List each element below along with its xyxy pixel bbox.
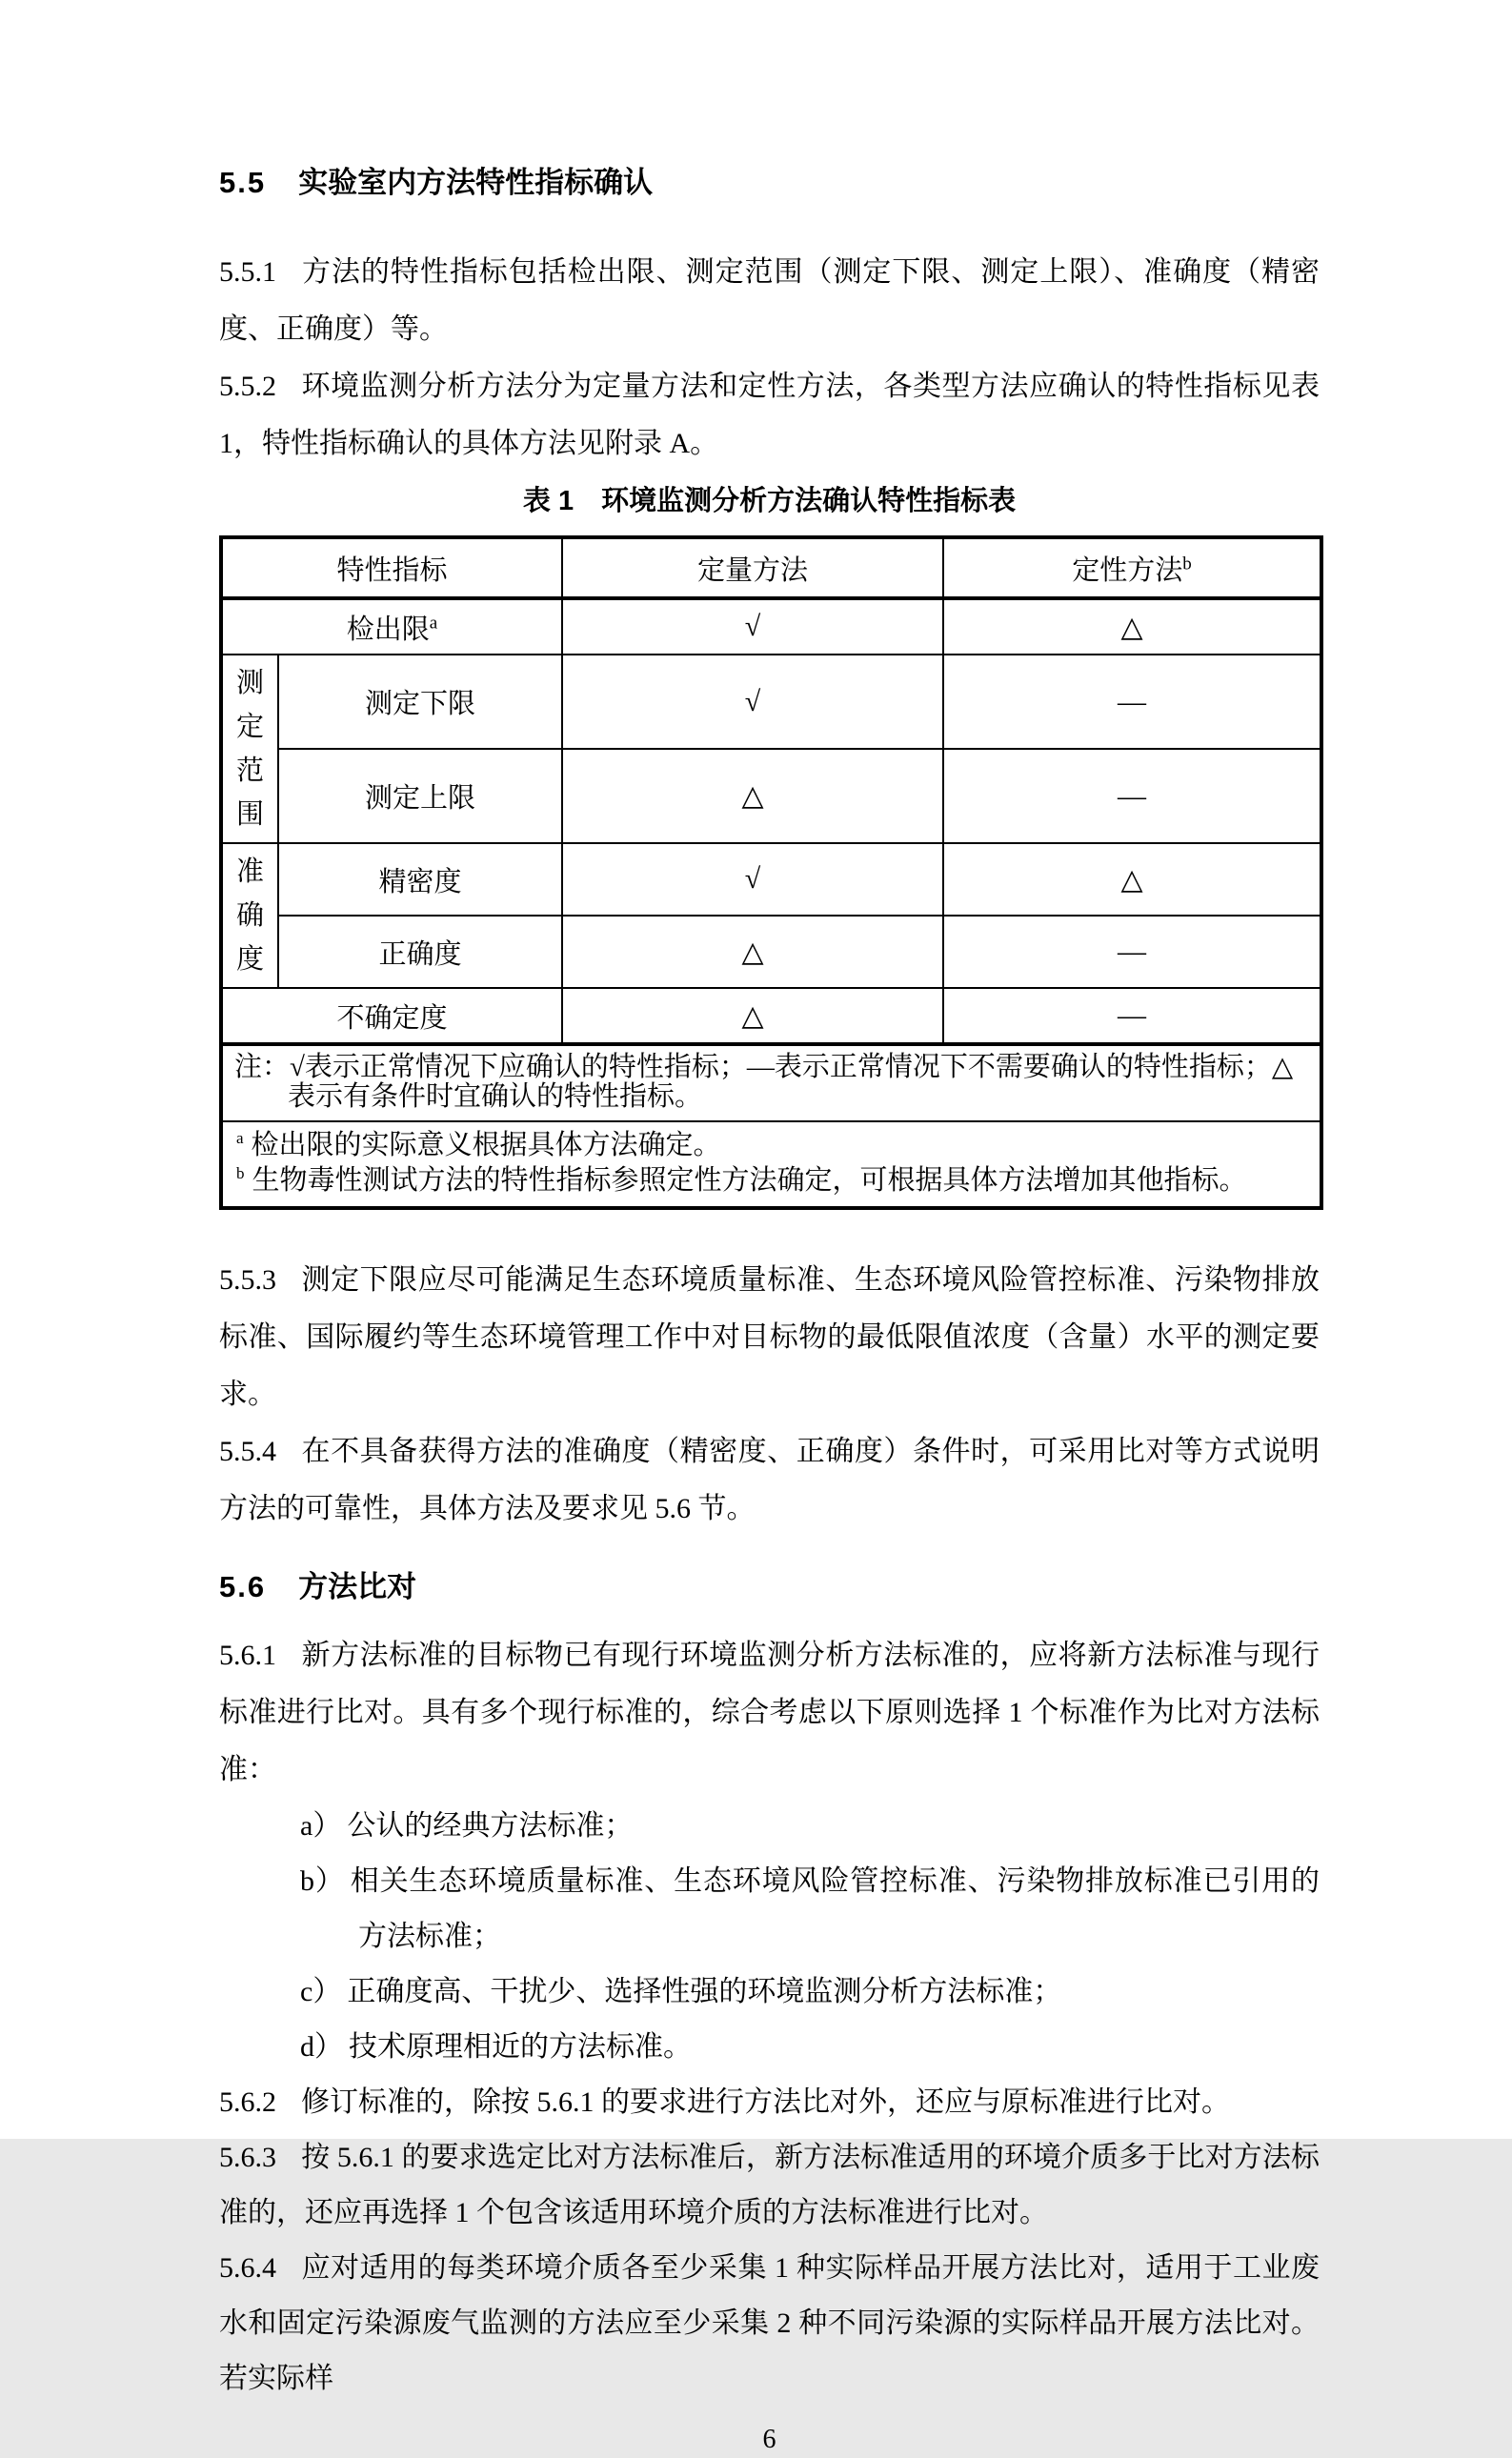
qualitative-value: △ — [943, 598, 1321, 655]
section-heading-5-5 — [219, 164, 1320, 202]
group-label-measurement-range: 测定范围 — [221, 655, 278, 843]
quantitative-value: △ — [562, 988, 943, 1044]
indicator-label: 检出限$^a$ — [221, 598, 562, 655]
paragraph-5-6-2 — [219, 2075, 1320, 2130]
indicator-label: 精密度 — [278, 843, 562, 916]
table-row-uncertainty — [221, 988, 1321, 1044]
header-quantitative: 定量方法 — [562, 537, 943, 598]
table-header-row — [221, 537, 1321, 598]
header-qualitative: 定性方法$^b$ — [943, 537, 1321, 598]
clause-number: 5.6.2 — [219, 2086, 276, 2118]
quantitative-value: △ — [562, 749, 943, 843]
footnote-a: $^a$ 检出限的实际意义根据具体方法确定。 — [236, 1129, 721, 1160]
footnote-marker-a: a — [429, 612, 438, 633]
clause-text: 环境监测分析方法分为定量方法和定性方法，各类型方法应确认的特性指标见表 1，特性指标确认的具体方法见附录 A。 — [219, 371, 1320, 459]
clause-number: 5.5.3 — [219, 1264, 276, 1296]
footnote-marker-b: b — [1182, 553, 1192, 574]
qualitative-value: — — [943, 749, 1321, 843]
section-number: 5.5 — [219, 166, 267, 199]
list-text: 公认的经典方法标准； — [347, 1810, 634, 1842]
list-marker: a） — [300, 1810, 342, 1842]
paragraph-5-5-4 — [219, 1423, 1320, 1538]
section-title: 方法比对 — [298, 1570, 417, 1603]
list-text: 技术原理相近的方法标准。 — [349, 2031, 692, 2063]
paragraph-5-6-1 — [219, 1627, 1320, 1799]
list-text: 正确度高、干扰少、选择性强的环境监测分析方法标准； — [347, 1976, 1062, 2007]
list-item-b — [219, 1854, 1320, 1964]
paragraph-5-6-3 — [219, 2130, 1320, 2241]
section-title: 实验室内方法特性指标确认 — [298, 166, 654, 199]
quantitative-value: √ — [562, 655, 943, 749]
paragraph-5-5-3 — [219, 1252, 1320, 1423]
clause-number: 5.5.4 — [219, 1436, 276, 1467]
qualitative-value: △ — [943, 843, 1321, 916]
note-text: √表示正常情况下应确认的特性指标；—表示正常情况下不需要确认的特性指标；△表示有条件时宜确认的特性指标。 — [288, 1052, 1294, 1112]
table-row-lower-limit — [221, 655, 1321, 749]
table-footnote-row — [221, 1121, 1321, 1208]
paragraph-5-5-1 — [219, 244, 1320, 358]
clause-text: 修订标准的，除按 5.6.1 的要求进行方法比对外，还应与原标准进行比对。 — [301, 2086, 1230, 2118]
clause-text: 应对适用的每类环境介质各至少采集 1 种实际样品开展方法比对，适用于工业废水和固定污染源废气监测的方法应至少采集 2 种不同污染源的实际样品开展方法比对。若实际样 — [219, 2252, 1320, 2394]
page-content — [219, 164, 1320, 2458]
indicator-label: 正确度 — [278, 916, 562, 988]
list-item-d — [219, 2020, 1320, 2075]
list-marker: d） — [300, 2031, 343, 2063]
clause-text: 测定下限应尽可能满足生态环境质量标准、生态环境风险管控标准、污染物排放标准、国际履约等生态环境管理工作中对目标物的最低限值浓度（含量）水平的测定要求。 — [219, 1264, 1320, 1410]
qualitative-value: — — [943, 988, 1321, 1044]
qualitative-value: — — [943, 655, 1321, 749]
clause-number: 5.5.1 — [219, 256, 276, 288]
indicator-label: 测定上限 — [278, 749, 562, 843]
list-text: 相关生态环境质量标准、生态环境风险管控标准、污染物排放标准已引用的方法标准； — [350, 1865, 1320, 1952]
section-heading-5-6 — [219, 1568, 1320, 1606]
table-row-precision — [221, 843, 1321, 916]
paragraph-5-5-2 — [219, 358, 1320, 473]
clause-text: 按 5.6.1 的要求选定比对方法标准后，新方法标准适用的环境介质多于比对方法标准的，还应再选择 1 个包含该适用环境介质的方法标准进行比对。 — [219, 2142, 1320, 2228]
list-marker: b） — [300, 1865, 345, 1897]
qualitative-value: — — [943, 916, 1321, 988]
table-1 — [219, 535, 1323, 1210]
quantitative-value: △ — [562, 916, 943, 988]
group-label-accuracy: 准确度 — [221, 843, 278, 988]
clause-text: 方法的特性指标包括检出限、测定范围（测定下限、测定上限）、准确度（精密度、正确度）等。 — [219, 256, 1320, 345]
clause-text: 新方法标准的目标物已有现行环境监测分析方法标准的，应将新方法标准与现行标准进行比对。具有多个现行标准的，综合考虑以下原则选择 1 个标准作为比对方法标准： — [219, 1640, 1320, 1785]
section-number: 5.6 — [219, 1570, 267, 1603]
header-indicator: 特性指标 — [221, 537, 562, 598]
page-number: 6 — [762, 2425, 776, 2454]
quantitative-value: √ — [562, 598, 943, 655]
indicator-label: 不确定度 — [221, 988, 562, 1044]
paragraph-5-6-4 — [219, 2241, 1320, 2407]
table-row-trueness — [221, 916, 1321, 988]
indicator-label: 测定下限 — [278, 655, 562, 749]
table-footnotes — [221, 1121, 1321, 1208]
footnote-b: $^b$ 生物毒性测试方法的特性指标参照定性方法确定，可根据具体方法增加其他指标。 — [236, 1164, 1247, 1196]
clause-number: 5.5.2 — [219, 371, 276, 402]
table-note-row — [221, 1044, 1321, 1121]
clause-text: 在不具备获得方法的准确度（精密度、正确度）条件时，可采用比对等方式说明方法的可靠性，具体方法及要求见 5.6 节。 — [219, 1436, 1320, 1524]
table-row-upper-limit — [221, 749, 1321, 843]
list-item-a — [219, 1799, 1320, 1854]
list-item-c — [219, 1964, 1320, 2020]
clause-number: 5.6.4 — [219, 2252, 276, 2284]
quantitative-value: √ — [562, 843, 943, 916]
list-marker: c） — [300, 1976, 342, 2007]
table-note — [221, 1044, 1321, 1121]
table-row-detection-limit — [221, 598, 1321, 655]
note-prefix: 注： — [234, 1052, 291, 1082]
clause-number: 5.6.3 — [219, 2142, 276, 2173]
criteria-list — [219, 1799, 1320, 2075]
table-1-title: 表 1 环境监测分析方法确认特性指标表 — [522, 486, 1017, 516]
clause-number: 5.6.1 — [219, 1640, 276, 1671]
